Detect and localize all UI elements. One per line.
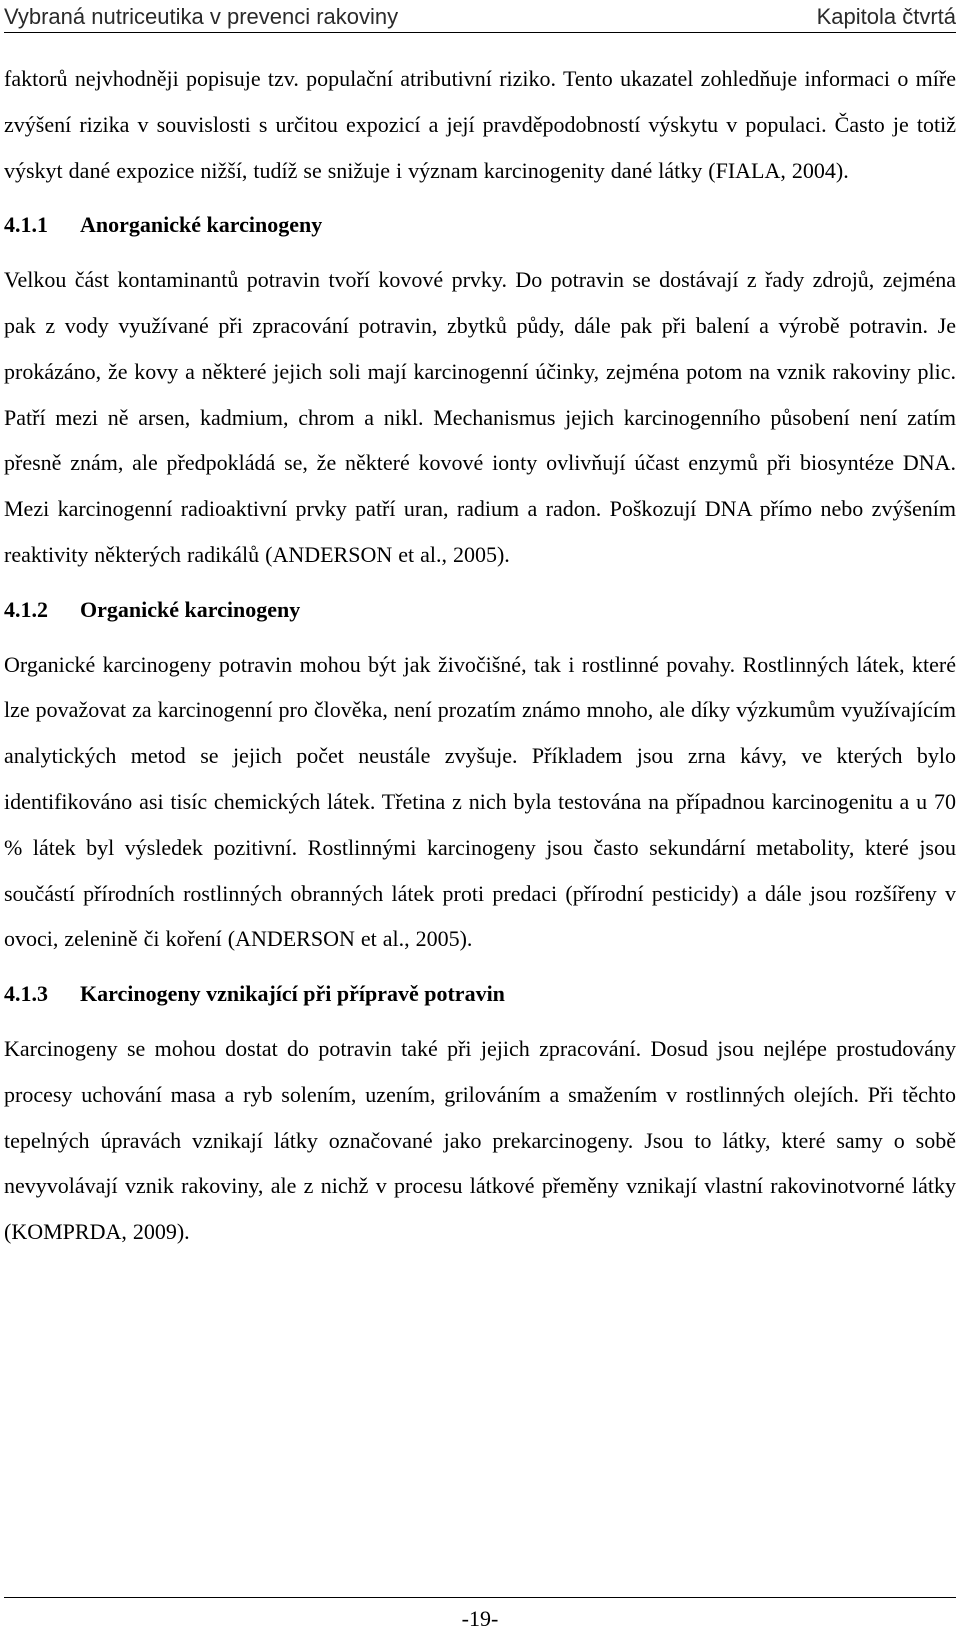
paragraph-food-preparation-carcinogens: Karcinogeny se mohou dostat do potravin také při jejich zpracování. Dosud jsou nejlépe prostudovány procesy uchování masa a ryb solením, uzením, grilováním a smažením v rostlinných olejích. Při těchto tepelných úpravách vznikají látky označované jako prekarcinogeny. Jsou to látky, které samy o sobě nevyvolávají vznik rakoviny, ale z nichž v procesu látkové přeměny vznikají vlastní rakovinotvorné látky (KOMPRDA, 2009). bbox=[4, 1035, 956, 1245]
paragraph-intro-continuation: faktorů nejvhodněji popisuje tzv. populační atributivní riziko. Tento ukazatel zohledňuje informaci o míře zvýšení rizika v souvislosti s určitou expozicí a její pravděpodobností výskytu v populaci. Často je totiž výskyt dané expozice nižší, tudíž se snižuje i význam karcinogenity dané látky (FIALA, 2004). bbox=[4, 66, 956, 183]
header-chapter-label: Kapitola čtvrtá bbox=[816, 4, 956, 29]
section-heading-organic bbox=[4, 587, 956, 633]
spacer bbox=[4, 962, 956, 971]
spacer bbox=[4, 248, 956, 257]
spacer bbox=[4, 578, 956, 587]
section-number: 4.1.3 bbox=[4, 981, 48, 1007]
footer-divider bbox=[4, 1597, 956, 1598]
section-title: Karcinogeny vznikající při přípravě potravin bbox=[80, 981, 505, 1007]
header-divider bbox=[4, 32, 956, 33]
section-title: Anorganické karcinogeny bbox=[80, 212, 323, 238]
spacer bbox=[4, 633, 956, 642]
paragraph-inorganic-carcinogens: Velkou část kontaminantů potravin tvoří kovové prvky. Do potravin se dostávají z řady zdrojů, zejména pak z vody využívané při zpracování potravin, zbytků půdy, dále pak při balení a výrobě potravin. Je prokázáno, že kovy a některé jejich soli mají karcinogenní účinky, zejména potom na vznik rakoviny plic. Patří mezi ně arsen, kadmium, chrom a nikl. Mechanismus jejich karcinogenního působení není zatím přesně znám, ale předpokládá se, že některé kovové ionty ovlivňují účast enzymů při biosyntéze DNA. Mezi karcinogenní radioaktivní prvky patří uran, radium a radon. Poškozují DNA přímo nebo zvýšením reaktivity některých radikálů (ANDERSON et al., 2005). bbox=[4, 267, 956, 567]
spacer bbox=[4, 1017, 956, 1026]
section-number: 4.1.2 bbox=[4, 596, 48, 622]
section-number: 4.1.1 bbox=[4, 212, 48, 238]
paragraph-organic-carcinogens: Organické karcinogeny potravin mohou být jak živočišné, tak i rostlinné povahy. Rostlinných látek, které lze považovat za karcinogenní pro člověka, není prozatím známo mnoho, ale díky výzkumům využívajícím analytických metod se jejich počet neustále zvyšuje. Příkladem jsou zrna kávy, ve kterých bylo identifikováno asi tisíc chemických látek. Třetina z nich byla testována na případnou karcinogenitu a u 70 % látek byl výsledek pozitivní. Rostlinnými karcinogeny jsou často sekundární metabolity, které jsou součástí přírodních rostlinných obranných látek proti predaci (přírodní pesticidy) a dále jsou rozšířeny v ovoci, zelenině či koření (ANDERSON et al., 2005). bbox=[4, 651, 956, 952]
section-heading-food-preparation bbox=[4, 971, 956, 1017]
running-header bbox=[4, 2, 956, 32]
body-text bbox=[4, 56, 956, 1255]
section-title: Organické karcinogeny bbox=[80, 596, 301, 622]
spacer bbox=[4, 193, 956, 202]
header-document-title: Vybraná nutriceutika v prevenci rakoviny bbox=[4, 4, 399, 29]
page-number: -19- bbox=[461, 1606, 499, 1631]
section-heading-inorganic bbox=[4, 202, 956, 248]
